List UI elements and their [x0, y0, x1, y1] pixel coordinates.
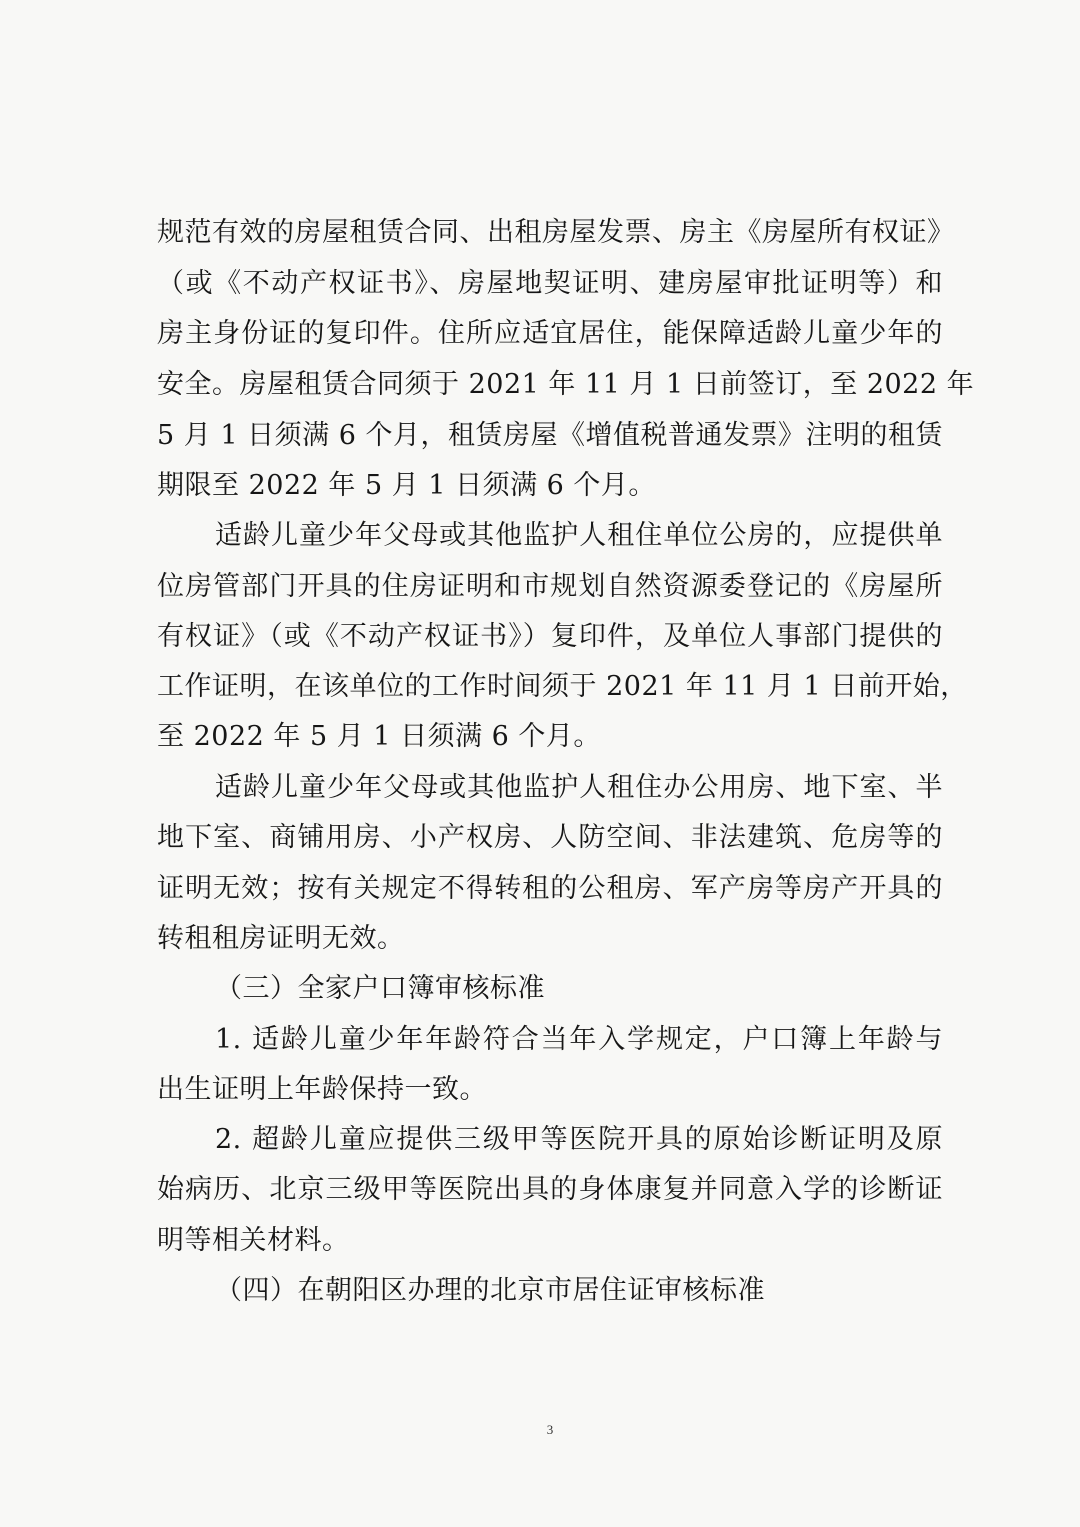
- text-line: 规范有效的房屋租赁合同、出租房屋发票、房主《房屋所有权证》: [157, 217, 955, 248]
- numbered-item-1: 1. 适龄儿童少年年龄符合当年入学规定，户口簿上年龄与: [215, 1024, 943, 1055]
- text-line: 房主身份证的复印件。住所应适宜居住，能保障适龄儿童少年的: [157, 318, 943, 349]
- text-line: 期限至 2022 年 5 月 1 日须满 6 个月。: [157, 470, 656, 501]
- text-line: 安全。房屋租赁合同须于 2021 年 11 月 1 日前签订，至 2022 年: [157, 369, 975, 400]
- text-line: （或《不动产权证书》、房屋地契证明、建房屋审批证明等）和: [157, 268, 943, 299]
- text-line: 转租租房证明无效。: [157, 923, 405, 954]
- numbered-item-2: 2. 超龄儿童应提供三级甲等医院开具的原始诊断证明及原: [215, 1124, 943, 1155]
- paragraph-start: 适龄儿童少年父母或其他监护人租住单位公房的，应提供单: [215, 520, 943, 551]
- text-line: 明等相关材料。: [157, 1225, 350, 1256]
- text-line: 工作证明，在该单位的工作时间须于 2021 年 11 月 1 日前开始，: [157, 671, 968, 702]
- text-line: 位房管部门开具的住房证明和市规划自然资源委登记的《房屋所: [157, 571, 943, 602]
- page-number: 3: [546, 1422, 554, 1437]
- section-heading: （四）在朝阳区办理的北京市居住证审核标准: [215, 1275, 765, 1306]
- text-line: 地下室、商铺用房、小产权房、人防空间、非法建筑、危房等的: [157, 822, 943, 853]
- text-line: 始病历、北京三级甲等医院出具的身体康复并同意入学的诊断证: [157, 1174, 943, 1205]
- text-line: 出生证明上年龄保持一致。: [157, 1074, 487, 1105]
- text-line: 至 2022 年 5 月 1 日须满 6 个月。: [157, 721, 601, 752]
- paragraph-start: 适龄儿童少年父母或其他监护人租住办公用房、地下室、半: [215, 772, 943, 803]
- section-heading: （三）全家户口簿审核标准: [215, 973, 545, 1004]
- text-line: 有权证》（或《不动产权证书》）复印件，及单位人事部门提供的: [157, 621, 943, 652]
- text-line: 5 月 1 日须满 6 个月，租赁房屋《增值税普通发票》注明的租赁: [157, 420, 943, 451]
- text-line: 证明无效；按有关规定不得转租的公租房、军产房等房产开具的: [157, 873, 943, 904]
